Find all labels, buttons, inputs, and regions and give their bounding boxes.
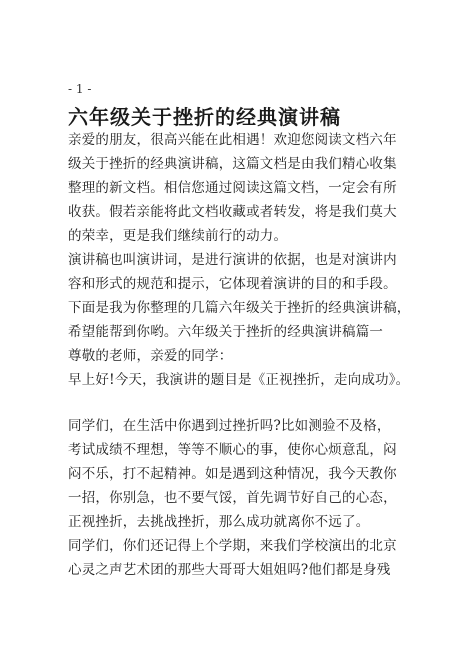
paragraph-line: 收获。假若亲能将此文档收藏或者转发，将是我们莫大 <box>68 204 397 220</box>
paragraph-line: 一招，你别急，也不要气馁，首先调节好自己的心态， <box>68 490 397 506</box>
paragraph-line: 的荣幸，更是我们继续前行的动力。 <box>68 228 288 244</box>
document-title: 六年级关于挫折的经典演讲稿 <box>68 105 341 129</box>
paragraph-line: 同学们，你们还记得上个学期，来我们学校演出的北京 <box>68 538 397 554</box>
paragraph-line: 希望能帮到你哟。六年级关于挫折的经典演讲稿篇一 <box>68 324 384 340</box>
paragraph-line: 下面是我为你整理的几篇六年级关于挫折的经典演讲稿， <box>68 300 411 316</box>
paragraph-line: 心灵之声艺术团的那些大哥哥大姐姐吗?他们都是身残 <box>68 562 391 578</box>
paragraph-line: 闷不乐，打不起精神。如是遇到这种情况，我今天教你 <box>68 466 397 482</box>
paragraph-line: 同学们，在生活中你遇到过挫折吗?比如测验不及格， <box>68 418 391 434</box>
paragraph-line: 级关于挫折的经典演讲稿，这篇文档是由我们精心收集 <box>68 156 397 172</box>
page-number: - 1 - <box>68 82 92 96</box>
paragraph-line: 早上好!今天，我演讲的题目是《正视挫折，走向成功》。 <box>68 372 410 388</box>
paragraph-line: 演讲稿也叫演讲词，是进行演讲的依据，也是对演讲内 <box>68 252 397 268</box>
paragraph-line: 尊敬的老师，亲爱的同学： <box>68 348 233 364</box>
paragraph-line: 正视挫折，去挑战挫折，那么成功就离你不远了。 <box>68 514 370 530</box>
paragraph-line: 整理的新文档。相信您通过阅读这篇文档，一定会有所 <box>68 180 397 196</box>
paragraph-line: 考试成绩不理想，等等不顺心的事，使你心烦意乱，闷 <box>68 442 397 458</box>
paragraph-line: 亲爱的朋友，很高兴能在此相遇！欢迎您阅读文档六年 <box>68 132 397 148</box>
paragraph-line: 容和形式的规范和提示，它体现着演讲的目的和手段。 <box>68 276 397 292</box>
